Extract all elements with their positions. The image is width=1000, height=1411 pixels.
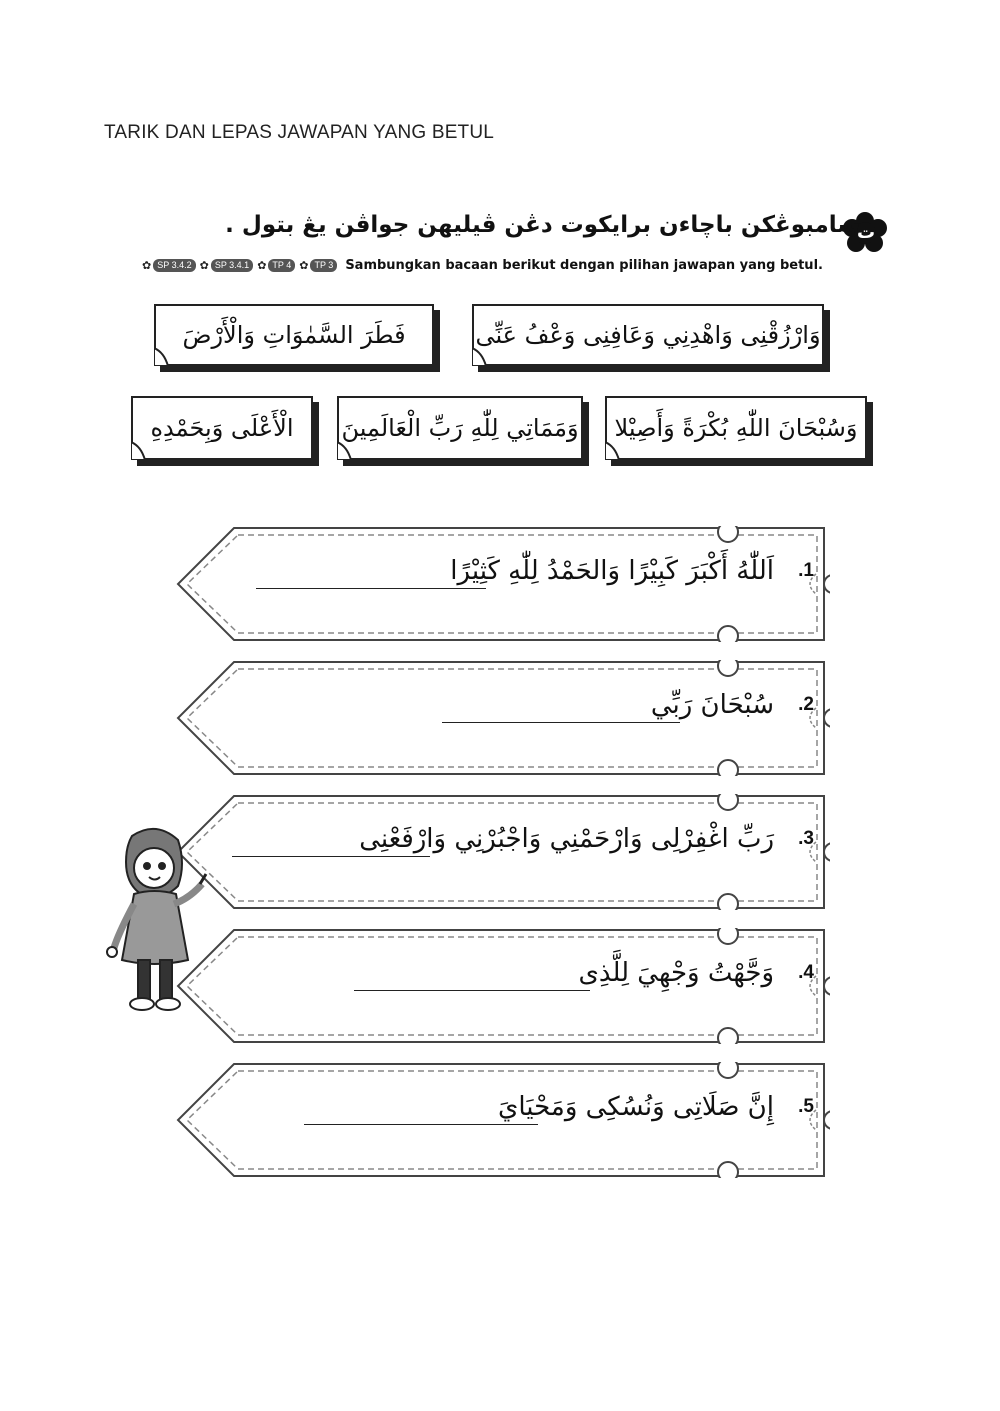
option-card-4[interactable] [337, 396, 583, 460]
tag-sp-342: ✿ SP 3.4.2 [142, 259, 196, 272]
question-number: .1 [798, 560, 814, 581]
answer-drop-zone[interactable] [304, 1124, 538, 1125]
option-card-2[interactable] [154, 304, 434, 366]
question-number: .4 [798, 962, 814, 983]
question-row-3 [176, 794, 830, 910]
option-card-3[interactable] [605, 396, 867, 460]
star-icon: ✿ [299, 260, 309, 272]
option-text: الْأَعْلَى وَبِحَمْدِهِ [150, 414, 294, 442]
question-number: .3 [798, 828, 814, 849]
question-number: .2 [798, 694, 814, 715]
question-row-5 [176, 1062, 830, 1178]
answer-drop-zone[interactable] [256, 588, 486, 589]
star-icon: ✿ [257, 260, 267, 272]
page-instruction: TARIK DAN LEPAS JAWAPAN YANG BETUL [104, 122, 495, 143]
option-card-1[interactable] [472, 304, 824, 366]
corner-fold-icon [605, 438, 627, 460]
question-text: إِنَّ صَلَاتِى وَنُسُكِى وَمَحْيَايَ [497, 1092, 774, 1122]
question-text: سُبْحَانَ رَبِّي [650, 690, 774, 720]
answer-drop-zone[interactable] [232, 856, 430, 857]
corner-fold-icon [131, 438, 153, 460]
jawi-title: سامبوڠكن باچاءن برايكوت دڠن ڤيليهن جواڤن يڠ بتول . [225, 212, 860, 238]
girl-illustration-icon [104, 824, 214, 1014]
tag-sp-341: ✿ SP 3.4.1 [200, 259, 254, 272]
question-row-4 [176, 928, 830, 1044]
question-text: رَبِّ اغْفِرْلِى وَارْحَمْنِي وَاجْبُرْنِي وَارْفَعْنِى [359, 824, 774, 854]
answer-drop-zone[interactable] [442, 722, 680, 723]
question-text: وَجَّهْتُ وَجْهِيَ لِلَّذِى [578, 958, 774, 988]
badge-letter: ت [856, 221, 876, 243]
answer-drop-zone[interactable] [354, 990, 590, 991]
option-text: فَطَرَ السَّمٰوَاتِ وَالْأَرْضَ [182, 321, 406, 349]
corner-fold-icon [337, 438, 359, 460]
option-text: وَارْزُقْنِى وَاهْدِنِي وَعَافِنِى وَعْفُ عَنِّى [475, 321, 821, 349]
corner-fold-icon [472, 344, 494, 366]
question-row-2 [176, 660, 830, 776]
tag-tp-4: ✿ TP 4 [257, 259, 295, 272]
tag-tp-3: ✿ TP 3 [299, 259, 337, 272]
star-icon: ✿ [142, 260, 152, 272]
question-number: .5 [798, 1096, 814, 1117]
curriculum-tags [142, 258, 823, 273]
option-text: وَسُبْحَانَ اللّٰهِ بُكْرَةً وَأَصِيْلا [614, 414, 858, 442]
question-text: اَللّٰهُ أَكْبَرَ كَبِيْرًا وَالحَمْدُ لِلّٰهِ كَثِيْرًا [450, 556, 774, 586]
option-card-5[interactable] [131, 396, 313, 460]
corner-fold-icon [154, 344, 176, 366]
star-icon: ✿ [199, 260, 209, 272]
subtitle: Sambungkan bacaan berikut dengan pilihan jawapan yang betul. [345, 258, 823, 273]
option-text: وَمَمَاتِي لِلّٰهِ رَبِّ الْعَالَمِينَ [341, 414, 579, 442]
question-row-1 [176, 526, 830, 642]
